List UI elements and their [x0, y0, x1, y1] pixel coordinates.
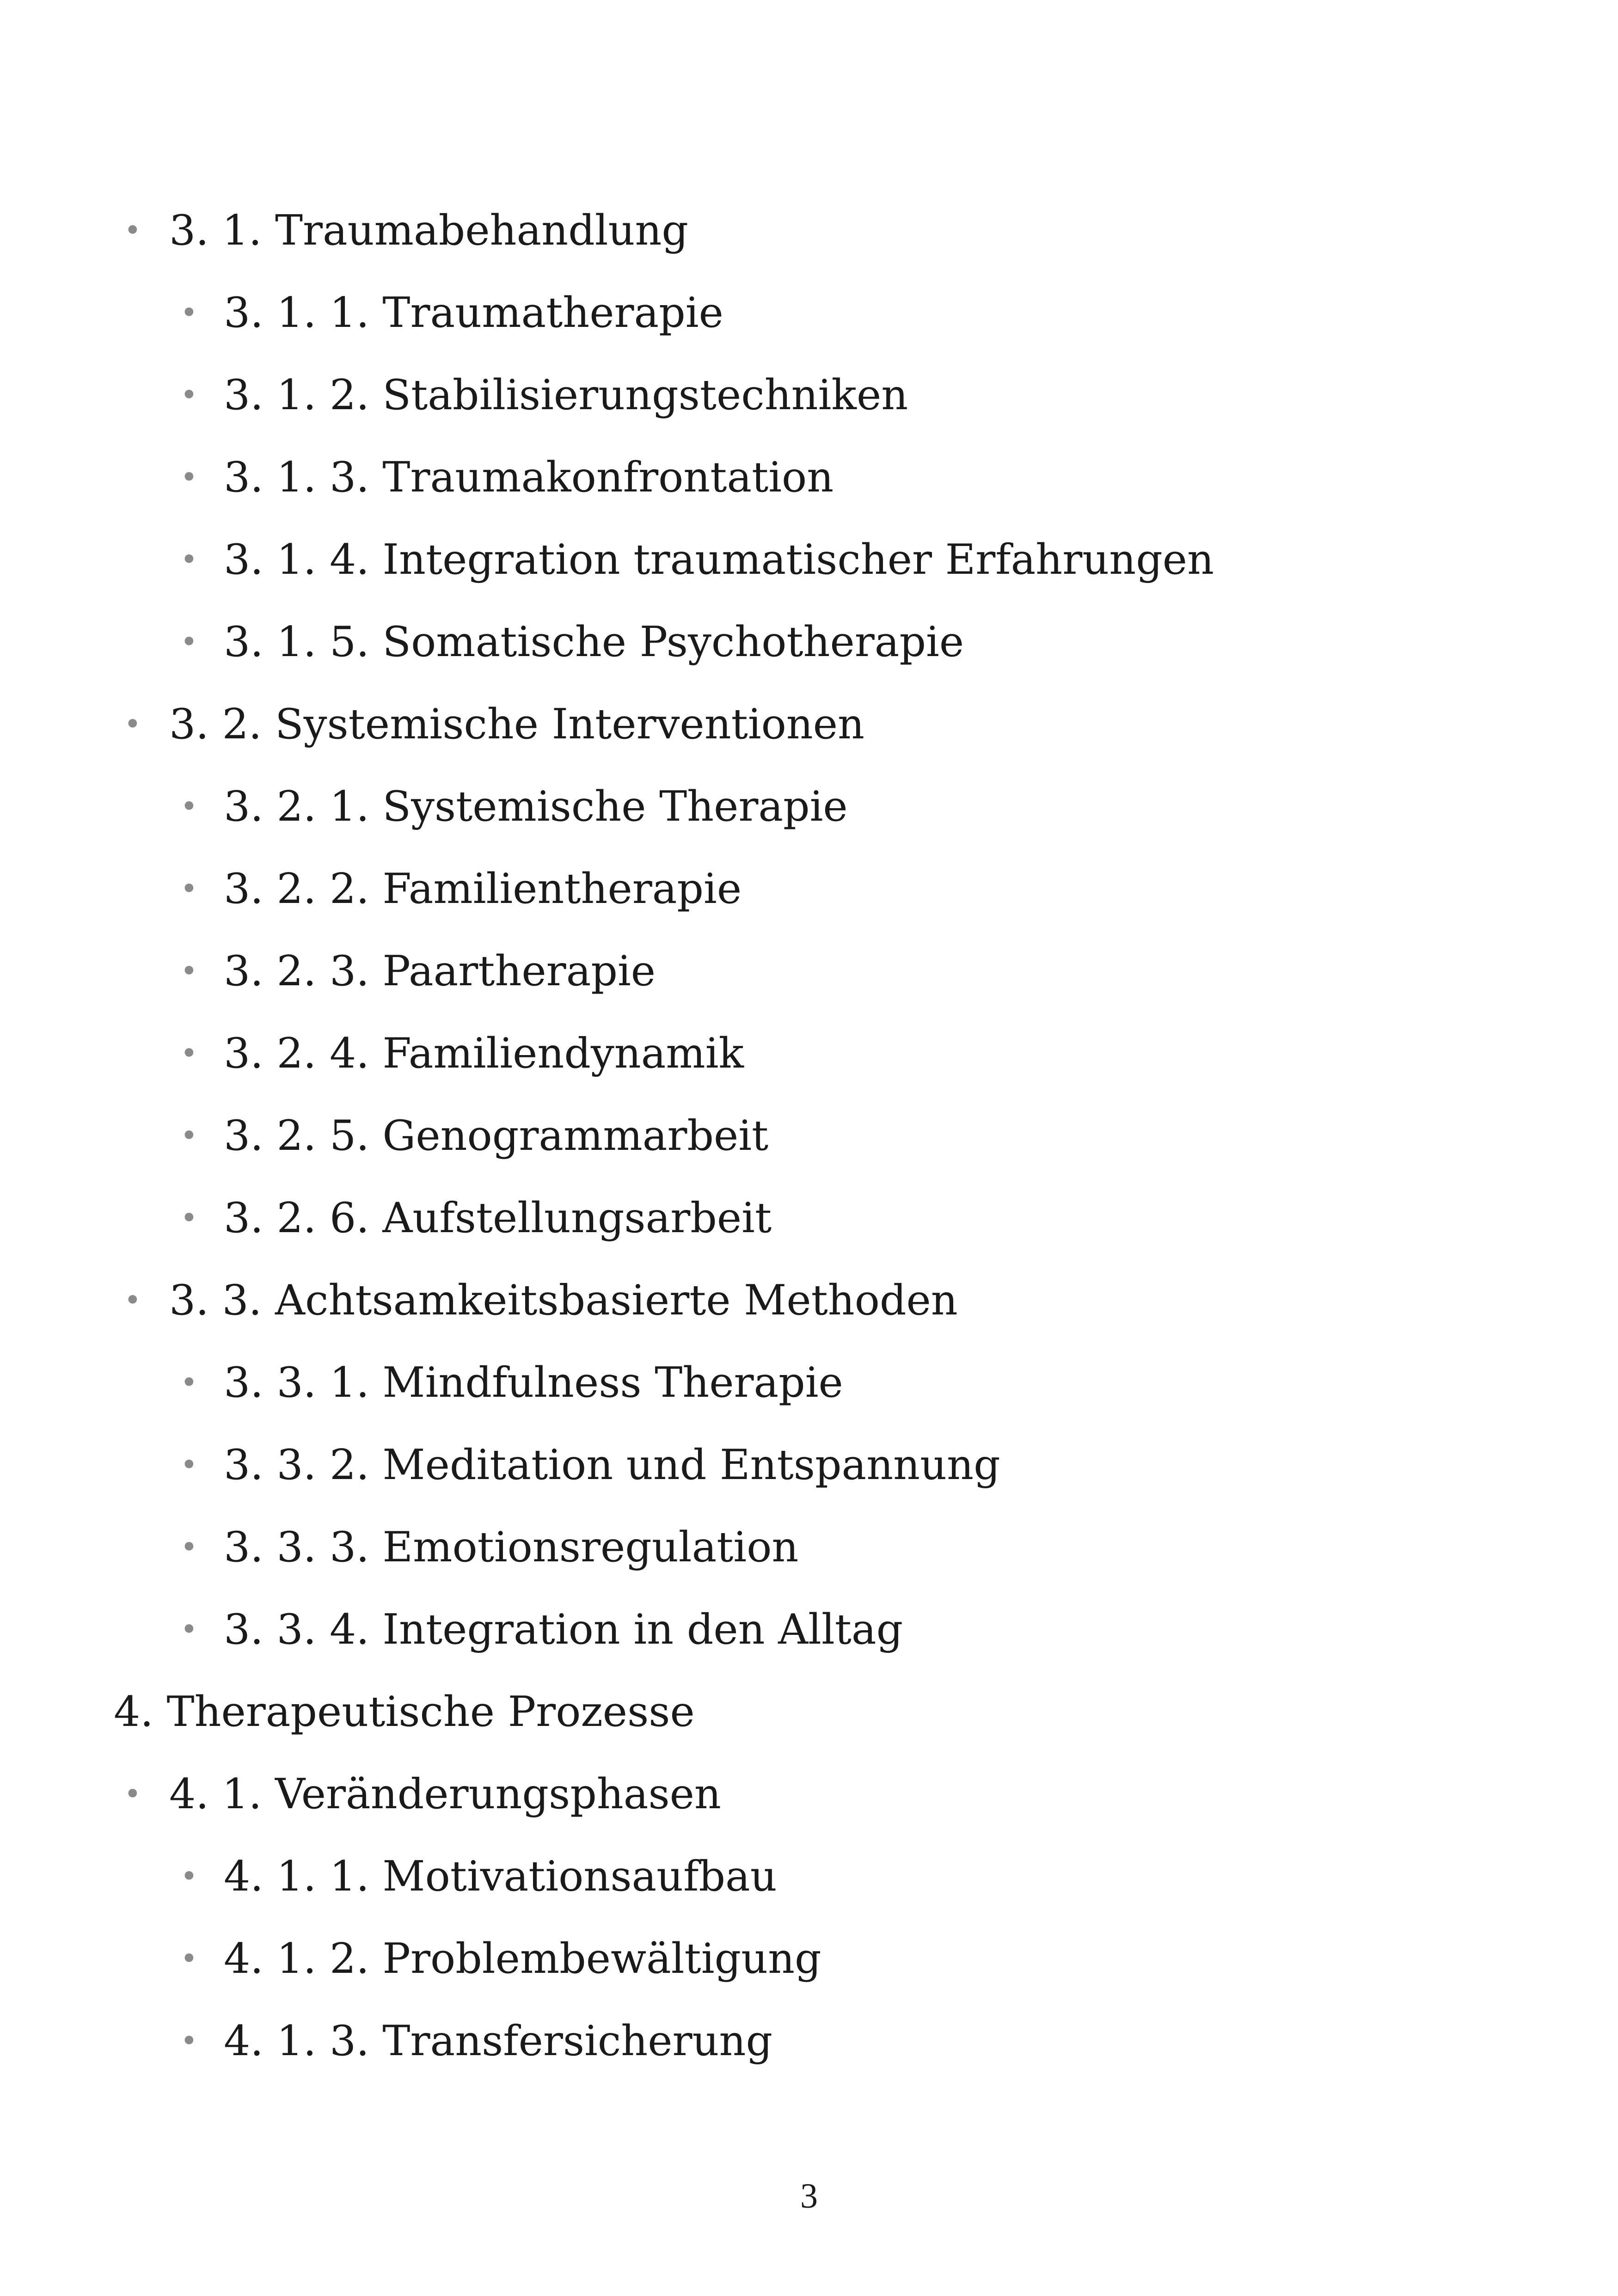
toc-item-label: 3. 1. 5. Somatische Psychotherapie [224, 618, 964, 666]
page-number: 3 [800, 2177, 818, 2216]
toc-item-label: 3. 1. 1. Traumatherapie [224, 289, 723, 337]
bullet-icon: • [124, 707, 141, 742]
bullet-icon: • [180, 1860, 198, 1894]
toc-item-label: 3. 3. Achtsamkeitsbasierte Methoden [169, 1276, 958, 1325]
toc-item-label: 3. 1. 4. Integration traumatischer Erfahrungen [224, 535, 1214, 584]
toc-item-label: 3. 2. Systemische Interventionen [169, 700, 864, 749]
bullet-icon: • [180, 1119, 198, 1153]
toc-item-label: 3. 2. 4. Familiendynamik [224, 1029, 744, 1078]
bullet-icon: • [180, 1201, 198, 1235]
bullet-icon: • [180, 296, 198, 330]
toc-chapter-label: 4. Therapeutische Prozesse [114, 1688, 695, 1736]
bullet-icon: • [180, 543, 198, 577]
toc-item-label: 3. 3. 1. Mindfulness Therapie [224, 1358, 843, 1407]
toc-item-label: 4. 1. Veränderungsphasen [169, 1770, 721, 1818]
bullet-icon: • [180, 1037, 198, 1071]
bullet-icon: • [180, 2024, 198, 2058]
toc-item-label: 3. 3. 3. Emotionsregulation [224, 1523, 799, 1572]
toc-item-label: 3. 2. 5. Genogrammarbeit [224, 1111, 769, 1160]
bullet-icon: • [180, 378, 198, 412]
toc-item-label: 3. 1. 3. Traumakonfrontation [224, 453, 834, 502]
bullet-icon: • [180, 954, 198, 988]
toc-item-label: 3. 1. 2. Stabilisierungstechniken [224, 371, 908, 419]
toc-item-label: 3. 1. Traumabehandlung [169, 206, 689, 255]
bullet-icon: • [180, 1448, 198, 1482]
toc-item-label: 3. 2. 1. Systemische Therapie [224, 782, 848, 831]
toc-item-label: 4. 1. 2. Problembewältigung [224, 1934, 821, 1983]
bullet-icon: • [180, 1942, 198, 1976]
bullet-icon: • [124, 1283, 141, 1318]
bullet-icon: • [180, 790, 198, 824]
bullet-icon: • [180, 625, 198, 659]
bullet-icon: • [180, 1366, 198, 1400]
toc-item-label: 3. 3. 4. Integration in den Alltag [224, 1605, 903, 1654]
bullet-icon: • [180, 460, 198, 495]
bullet-icon: • [180, 1530, 198, 1565]
bullet-icon: • [180, 1613, 198, 1647]
toc-item-label: 3. 2. 2. Familientherapie [224, 865, 742, 913]
toc-item-label: 4. 1. 1. Motivationsaufbau [224, 1852, 777, 1901]
bullet-icon: • [124, 214, 141, 248]
toc-item-label: 3. 2. 3. Paartherapie [224, 947, 656, 995]
bullet-icon: • [124, 1777, 141, 1811]
toc-item-label: 3. 3. 2. Meditation und Entspannung [224, 1441, 1000, 1489]
bullet-icon: • [180, 872, 198, 906]
toc-item-label: 3. 2. 6. Aufstellungsarbeit [224, 1194, 772, 1242]
toc-item-label: 4. 1. 3. Transfersicherung [224, 2017, 773, 2065]
